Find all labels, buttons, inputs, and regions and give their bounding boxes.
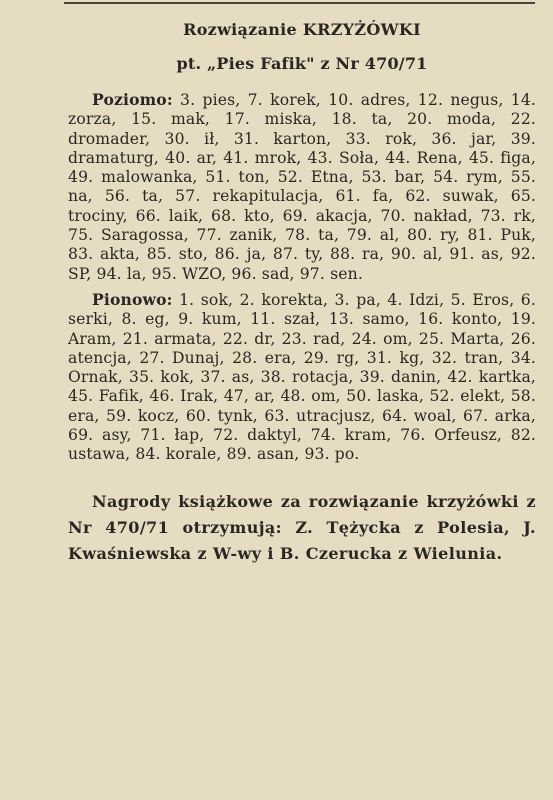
across-label: Poziomo: xyxy=(92,90,173,109)
article-title: Rozwiązanie KRZYŻÓWKI xyxy=(183,20,421,39)
across-text: 3. pies, 7. korek, 10. adres, 12. negus, 14. zorza, 15. mak, 17. miska, 18. ta, 20. moda, 22. dromader, 30. ił, 31. karton, 33. rok, 36. jar, 39. dramaturg, 40. ar, 41. mrok, 43. Soła, 44. Rena, 45. figa, 49. malowanka, 51. ton, 52. Etna, 53. bar, 54. rym, 55. na, 56. ta, 57. rekapitulacja, 61. fa, 62. suwak, 65. trociny, 66. laik, 68. kto, 69. akacja, 70. nakład, 73. rk, 75. Saragossa, 77. zanik, 78. ta, 79. al, 80. ry, 81. Puk, 83. akta, 85. sto, 86. ja, 87. ty, 88. ra, 90. al, 91. as, 92. SP, 94. la, 95. WZO, 96. sad, 97. sen. xyxy=(68,91,536,283)
across-answers xyxy=(68,90,536,284)
down-text: 1. sok, 2. korekta, 3. pa, 4. Idzi, 5. Eros, 6. serki, 8. eg, 9. kum, 11. szał, 13. samo, 16. konto, 19. Aram, 21. armata, 22. dr, 23. rad, 24. om, 25. Marta, 26. atencja, 27. Dunaj, 28. era, 29. rg, 31. kg, 32. tran, 34. Ornak, 35. kok, 37. as, 38. rotacja, 39. danin, 42. kartka, 45. Fafik, 46. Irak, 47, ar, 48. om, 50. laska, 52. elekt, 58. era, 59. kocz, 60. tynk, 63. utracjusz, 64. woal, 67. arka, 69. asy, 71. łap, 72. daktyl, 74. kram, 76. Orfeusz, 82. ustawa, 84. korale, 89. asan, 93. po. xyxy=(68,290,536,464)
prize-winners: Nagrody książkowe za rozwiązanie krzyżówki z Nr 470/71 otrzymują: Z. Tężycka z Polesia, J. Kwaśniewska z W-wy i B. Czerucka z Wielunia. xyxy=(68,491,536,563)
top-divider xyxy=(64,2,535,4)
article-subtitle: pt. „Pies Fafik" z Nr 470/71 xyxy=(176,54,428,73)
article-column xyxy=(68,18,536,583)
down-label: Pionowo: xyxy=(92,289,173,309)
down-answers xyxy=(68,290,536,465)
